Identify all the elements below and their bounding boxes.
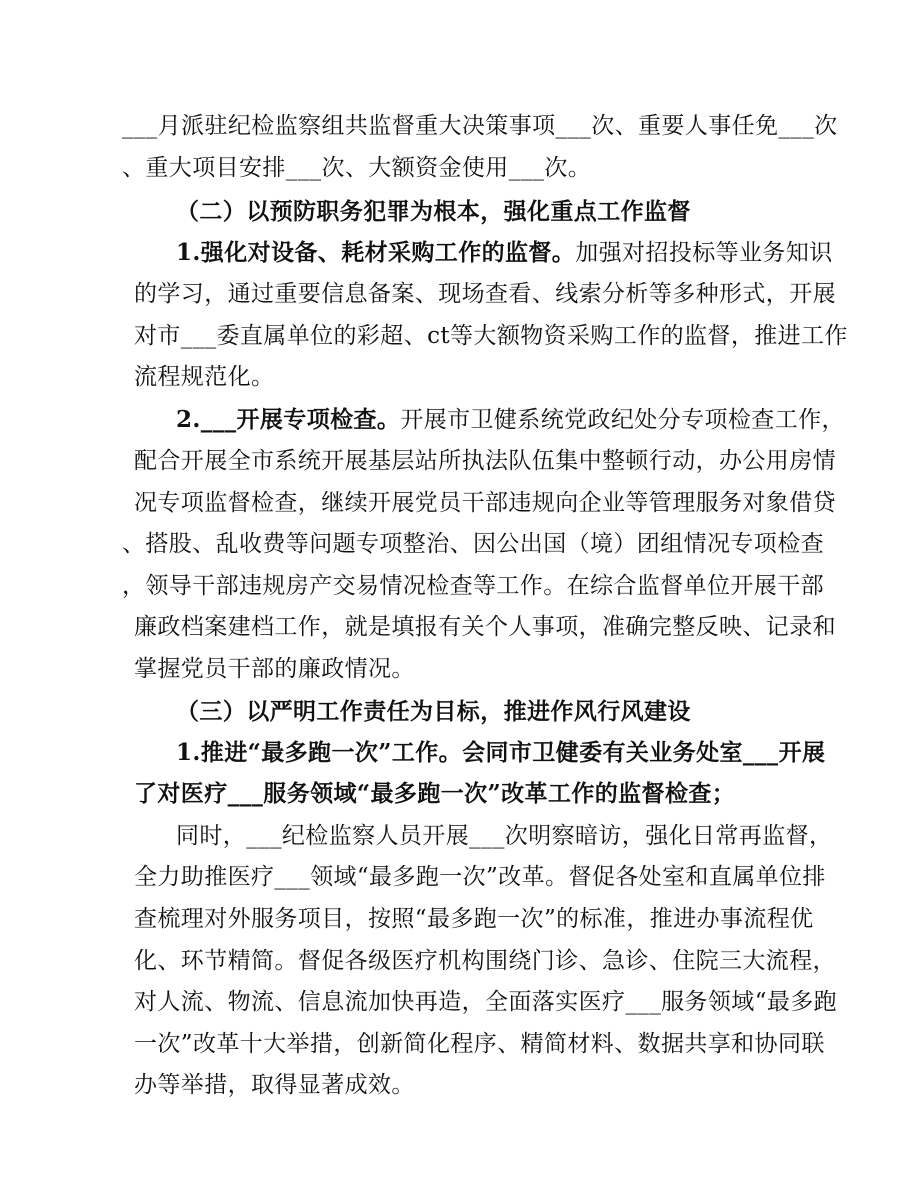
paragraph-line: 的学习，通过重要信息备案、现场查看、线索分析等多种形式，开展 bbox=[134, 281, 836, 307]
paragraph-line: 查梳理对外服务项目，按照“最多跑一次”的标准，推进办事流程优 bbox=[134, 906, 814, 932]
item-text: 加强对招投标等业务知识 bbox=[575, 240, 833, 266]
item-heading-line: 了对医疗___服务领域“最多跑一次”改革工作的监督检查； bbox=[134, 780, 736, 807]
paragraph-line: 配合开展全市系统开展基层站所执法队伍集中整顿行动，办公用房情 bbox=[134, 448, 836, 474]
item-heading: 2.___开展专项检查。 bbox=[176, 406, 401, 433]
paragraph-line: 、重大项目安排___次、大额资金使用___次。 bbox=[122, 155, 592, 181]
paragraph-line: ，领导干部违规房产交易情况检查等工作。在综合监督单位开展干部 bbox=[122, 573, 824, 599]
item-text: 开展市卫健系统党政纪处分专项检查工作， bbox=[400, 407, 845, 433]
section-heading: （三）以严明工作责任为目标，推进作风行风建设 bbox=[176, 698, 691, 725]
paragraph-line bbox=[0, 230, 920, 276]
item-heading: 1.强化对设备、耗材采购工作的监督。 bbox=[176, 239, 576, 266]
paragraph-line: 办等举措，取得显著成效。 bbox=[134, 1072, 415, 1098]
paragraph-line: 廉政档案建档工作，就是填报有关个人事项，准确完整反映、记录和 bbox=[134, 614, 836, 640]
paragraph-line: 掌握党员干部的廉政情况。 bbox=[134, 656, 415, 682]
paragraph-line: 对人流、物流、信息流加快再造，全面落实医疗___服务领域“最多跑 bbox=[134, 989, 838, 1015]
paragraph-line: 同时，___纪检监察人员开展___次明察暗访，强化日常再监督， bbox=[176, 823, 833, 849]
paragraph-line: 流程规范化。 bbox=[134, 364, 275, 390]
paragraph-line: 况专项监督检查，继续开展党员干部违规向企业等管理服务对象借贷 bbox=[134, 490, 836, 516]
paragraph-line: 、搭股、乱收费等问题专项整治、因公出国（境）团组情况专项检查 bbox=[122, 531, 824, 557]
paragraph-line bbox=[0, 397, 920, 443]
item-heading-line: 1.推进“最多跑一次”工作。会同市卫健委有关业务处室___开展 bbox=[176, 739, 826, 766]
paragraph-line: 一次”改革十大举措，创新简化程序、精简材料、数据共享和协同联 bbox=[134, 1031, 825, 1057]
paragraph-line: 化、环节精简。督促各级医疗机构围绕门诊、急诊、住院三大流程， bbox=[134, 948, 836, 974]
section-heading: （二）以预防职务犯罪为根本，强化重点工作监督 bbox=[176, 198, 691, 225]
paragraph-line: ___月派驻纪检监察组共监督重大决策事项___次、重要人事任免___次 bbox=[122, 113, 838, 139]
paragraph-line: 全力助推医疗___领域“最多跑一次”改革。督促各处室和直属单位排 bbox=[134, 864, 826, 890]
paragraph-line: 对市___委直属单位的彩超、ct等大额物资采购工作的监督，推进工作 bbox=[134, 323, 848, 349]
